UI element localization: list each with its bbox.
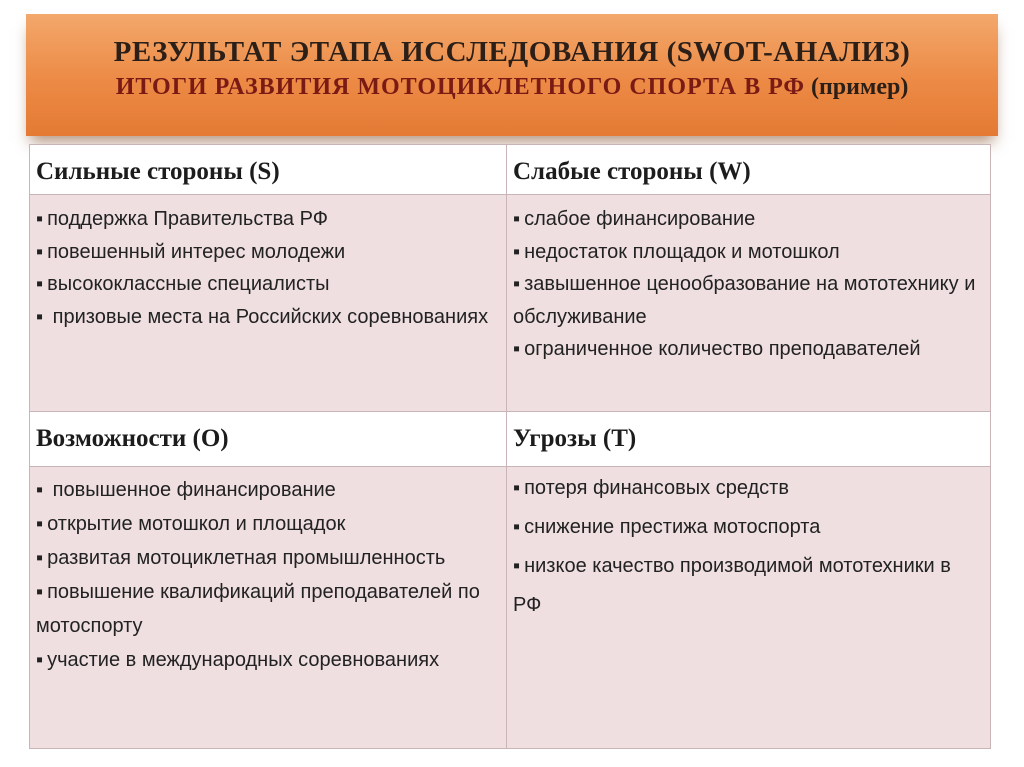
swot-body-row-sw [30,195,991,412]
opportunity-item: ▪ открытие мотошкол и площадок [36,507,500,541]
slide-title: РЕЗУЛЬТАТ ЭТАПА ИССЛЕДОВАНИЯ (SWOT-АНАЛИЗ) [113,36,911,68]
threats-heading: Угрозы (T) [507,412,991,467]
slide-subtitle [26,72,998,102]
opportunity-item: ▪ участие в международных соревнованиях [36,643,500,677]
opportunity-item: ▪ развитая мотоциклетная промышленность [36,541,500,575]
strength-item: ▪ призовые места на Российских соревнованиях [36,301,500,334]
weaknesses-cell [507,195,991,412]
opportunities-heading: Возможности (O) [30,412,507,467]
threat-item: ▪ низкое качество производимой мототехники в РФ [513,547,984,625]
strength-item: ▪ высококлассные специалисты [36,268,500,301]
threats-cell [507,467,991,749]
strengths-heading: Сильные стороны (S) [30,145,507,195]
strengths-list [36,203,500,333]
threats-list [513,469,984,625]
weakness-item: ▪ ограниченное количество преподавателей [513,333,984,366]
threat-item: ▪ потеря финансовых средств [513,469,984,508]
opportunities-cell [30,467,507,749]
weaknesses-list [513,203,984,366]
swot-header-row-sw [30,145,991,195]
opportunities-list [36,473,500,677]
weakness-item: ▪ недостаток площадок и мотошкол [513,236,984,269]
strengths-cell [30,195,507,412]
strength-item: ▪ поддержка Правительства РФ [36,203,500,236]
subtitle-main: ИТОГИ РАЗВИТИЯ МОТОЦИКЛЕТНОГО СПОРТА В РФ [115,74,805,100]
swot-header-row-ot [30,412,991,467]
weaknesses-heading: Слабые стороны (W) [507,145,991,195]
weakness-item: ▪ завышенное ценообразование на мототехнику и обслуживание [513,268,984,333]
title-banner [26,14,998,136]
weakness-item: ▪ слабое финансирование [513,203,984,236]
subtitle-note: (пример) [804,74,909,100]
opportunity-item: ▪ повышенное финансирование [36,473,500,507]
swot-table [29,144,991,749]
threat-item: ▪ снижение престижа мотоспорта [513,508,984,547]
strength-item: ▪ повешенный интерес молодежи [36,236,500,269]
swot-body-row-ot [30,467,991,749]
opportunity-item: ▪ повышение квалификаций преподавателей по мотоспорту [36,575,500,643]
